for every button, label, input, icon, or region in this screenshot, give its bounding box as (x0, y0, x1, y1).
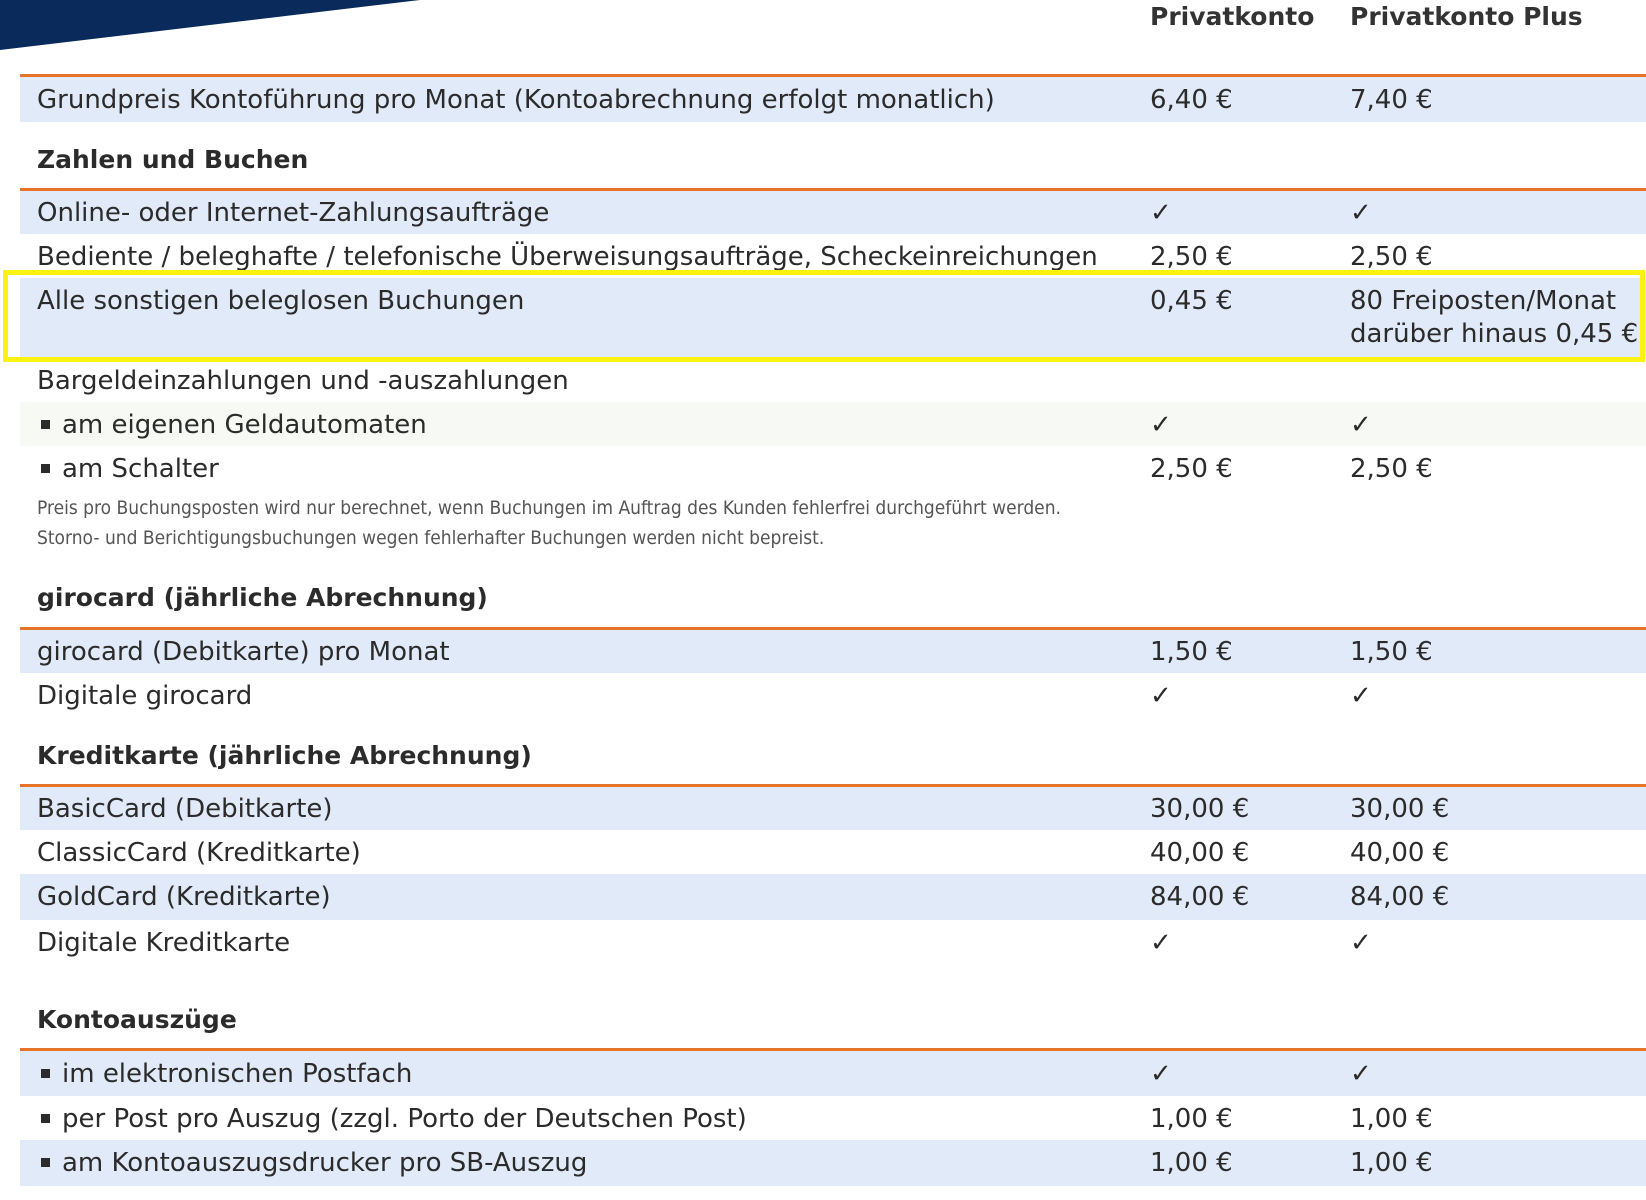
table-row-goldcard (20, 874, 1646, 920)
value-privatkonto-plus: 1,50 € (1350, 637, 1433, 667)
row-label: am Kontoauszugsdrucker pro SB-Auszug (20, 1146, 587, 1180)
highlight-box (3, 270, 1645, 362)
section-heading-girocard: girocard (jährliche Abrechnung) (37, 583, 488, 612)
row-label: Bediente / beleghafte / telefonische Überweisungsaufträge, Scheckeinreichungen (37, 242, 1098, 272)
section-heading-kreditkarte: Kreditkarte (jährliche Abrechnung) (37, 741, 532, 770)
row-label: BasicCard (Debitkarte) (37, 794, 333, 824)
value-privatkonto: 1,00 € (1150, 1104, 1233, 1134)
table-row-bargeld (20, 362, 1646, 402)
row-label: Grundpreis Kontoführung pro Monat (Kontoabrechnung erfolgt monatlich) (37, 85, 995, 115)
row-label: GoldCard (Kreditkarte) (37, 882, 331, 912)
table-row-post (20, 1096, 1646, 1140)
value-privatkonto-plus: 7,40 € (1350, 85, 1433, 115)
brand-corner-shape (0, 0, 420, 60)
table-row-schalter (20, 446, 1646, 490)
value-privatkonto: 1,00 € (1150, 1148, 1233, 1178)
value-privatkonto: 2,50 € (1150, 242, 1233, 272)
column-header-privatkonto: Privatkonto (1150, 2, 1315, 31)
value-privatkonto: 30,00 € (1150, 794, 1250, 824)
checkmark-icon: ✓ (1350, 410, 1372, 440)
table-row-drucker (20, 1140, 1646, 1186)
section-heading-kontoauszuege: Kontoauszüge (37, 1005, 237, 1034)
table-row-postfach (20, 1048, 1646, 1096)
value-privatkonto: 0,45 € (1150, 286, 1233, 316)
value-privatkonto-plus: 30,00 € (1350, 794, 1450, 824)
section-heading-zahlen-und-buchen: Zahlen und Buchen (37, 145, 309, 174)
table-row-digitale-girocard (20, 673, 1646, 717)
checkmark-icon: ✓ (1150, 928, 1172, 958)
row-label: Digitale Kreditkarte (37, 928, 291, 958)
table-row-classiccard (20, 830, 1646, 874)
value-privatkonto: 2,50 € (1150, 454, 1233, 484)
row-label: am eigenen Geldautomaten (20, 408, 427, 442)
value-privatkonto-plus-line1: 80 Freiposten/Monat (1350, 286, 1617, 316)
table-row-digitale-kreditkarte (20, 920, 1646, 964)
checkmark-icon: ✓ (1350, 681, 1372, 711)
table-row-basiccard (20, 784, 1646, 830)
value-privatkonto-plus: 1,00 € (1350, 1148, 1433, 1178)
row-label: ClassicCard (Kreditkarte) (37, 838, 361, 868)
row-label: am Schalter (20, 452, 219, 486)
checkmark-icon: ✓ (1150, 410, 1172, 440)
table-row-online (20, 188, 1646, 234)
footnote-line-2: Storno- und Berichtigungsbuchungen wegen fehlerhafter Buchungen werden nicht bepreist. (37, 527, 825, 549)
value-privatkonto: 40,00 € (1150, 838, 1250, 868)
value-privatkonto-plus-line2: darüber hinaus 0,45 € (1350, 319, 1639, 349)
value-privatkonto-plus: 1,00 € (1350, 1104, 1433, 1134)
value-privatkonto-plus: 2,50 € (1350, 242, 1433, 272)
row-label: girocard (Debitkarte) pro Monat (37, 637, 450, 667)
row-label: Online- oder Internet-Zahlungsaufträge (37, 198, 550, 228)
row-label: Bargeldeinzahlungen und -auszahlungen (37, 366, 569, 396)
column-header-privatkonto-plus: Privatkonto Plus (1350, 2, 1583, 31)
row-label: Alle sonstigen beleglosen Buchungen (37, 286, 525, 316)
footnote-line-1: Preis pro Buchungsposten wird nur berechnet, wenn Buchungen im Auftrag des Kunden fehlerfrei durchgeführt werden. (37, 497, 1061, 519)
value-privatkonto-plus: 2,50 € (1350, 454, 1433, 484)
row-label: Digitale girocard (37, 681, 253, 711)
row-label: per Post pro Auszug (zzgl. Porto der Deutschen Post) (20, 1102, 747, 1136)
value-privatkonto-plus: 40,00 € (1350, 838, 1450, 868)
value-privatkonto: 6,40 € (1150, 85, 1233, 115)
value-privatkonto-plus: 84,00 € (1350, 882, 1450, 912)
row-label: im elektronischen Postfach (20, 1057, 412, 1091)
table-row-girocard (20, 627, 1646, 673)
table-row-grundpreis (20, 74, 1646, 122)
checkmark-icon: ✓ (1350, 928, 1372, 958)
table-row-geldautomat (20, 402, 1646, 446)
checkmark-icon: ✓ (1350, 1059, 1372, 1089)
checkmark-icon: ✓ (1150, 198, 1172, 228)
checkmark-icon: ✓ (1150, 1059, 1172, 1089)
value-privatkonto: 1,50 € (1150, 637, 1233, 667)
checkmark-icon: ✓ (1150, 681, 1172, 711)
checkmark-icon: ✓ (1350, 198, 1372, 228)
value-privatkonto: 84,00 € (1150, 882, 1250, 912)
